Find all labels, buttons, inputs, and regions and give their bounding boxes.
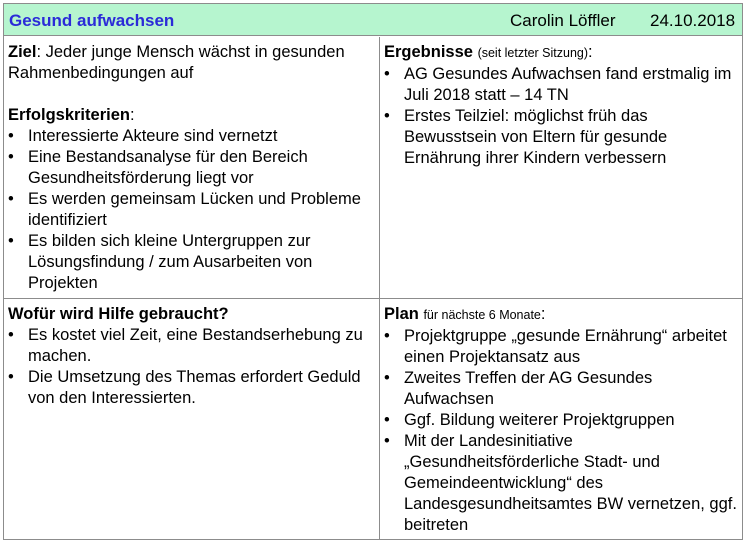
project-sheet [3,3,743,540]
list-item: • Es kostet viel Zeit, eine Bestandserhebung zu machen. [8,325,375,367]
list-item: • Erstes Teilziel: möglichst früh das Bewusstsein von Eltern für gesunde Ernährung ihrer Kindern verbessern [384,106,738,169]
list-item: • Ggf. Bildung weiterer Projektgruppen [384,410,738,431]
help-heading [8,304,375,325]
plan-heading [384,304,738,326]
results-list [384,64,738,169]
criteria-label: Erfolgskriterien [8,106,130,124]
project-title: Gesund aufwachsen [9,11,175,30]
list-item: • Projektgruppe „gesunde Ernährung“ arbeitet einen Projektansatz aus [384,326,738,368]
plan-label: Plan [384,305,419,323]
list-item: • Mit der Landesinitiative „Gesundheitsförderliche Stadt- und Gemeindeentwicklung“ des Landesgesundheitsamtes BW vernetzen, ggf. beitreten [384,431,738,536]
goal-label: Ziel [8,43,37,61]
results-heading [384,42,738,64]
plan-list [384,326,738,536]
results-cell [380,37,742,299]
sheet-date: 24.10.2018 [650,11,736,30]
help-list [8,325,375,409]
list-item: • Es bilden sich kleine Untergruppen zur Lösungsfindung / zum Ausarbeiten von Projekten [8,231,375,294]
criteria-suffix: : [129,106,135,124]
results-label: Ergebnisse [384,43,473,61]
header-bar [4,4,742,36]
results-note: (seit letzter Sitzung) [477,46,589,60]
results-suffix: : [588,43,593,61]
plan-suffix: : [540,305,546,323]
list-item: • Interessierte Akteure sind vernetzt [8,126,375,147]
criteria-heading [8,105,375,126]
author-name: Carolin Löffler [510,11,616,30]
list-item: • Zweites Treffen der AG Gesundes Aufwachsen [384,368,738,410]
goal-paragraph [8,42,375,84]
criteria-list [8,126,375,294]
goal-cell [4,37,380,299]
help-cell [4,299,380,539]
list-item: • Eine Bestandsanalyse für den Bereich Gesundheitsförderung liegt vor [8,147,375,189]
list-item: • AG Gesundes Aufwachsen fand erstmalig im Juli 2018 statt – 14 TN [384,64,738,106]
list-item: • Es werden gemeinsam Lücken und Probleme identifiziert [8,189,375,231]
list-item: • Die Umsetzung des Themas erfordert Geduld von den Interessierten. [8,367,375,409]
plan-note: für nächste 6 Monate [423,308,541,322]
help-label: Wofür wird Hilfe gebraucht? [8,305,229,323]
goal-text: : Jeder junge Mensch wächst in gesunden Rahmenbedingungen auf [8,43,345,82]
plan-cell [380,299,742,539]
spacer [8,84,375,105]
